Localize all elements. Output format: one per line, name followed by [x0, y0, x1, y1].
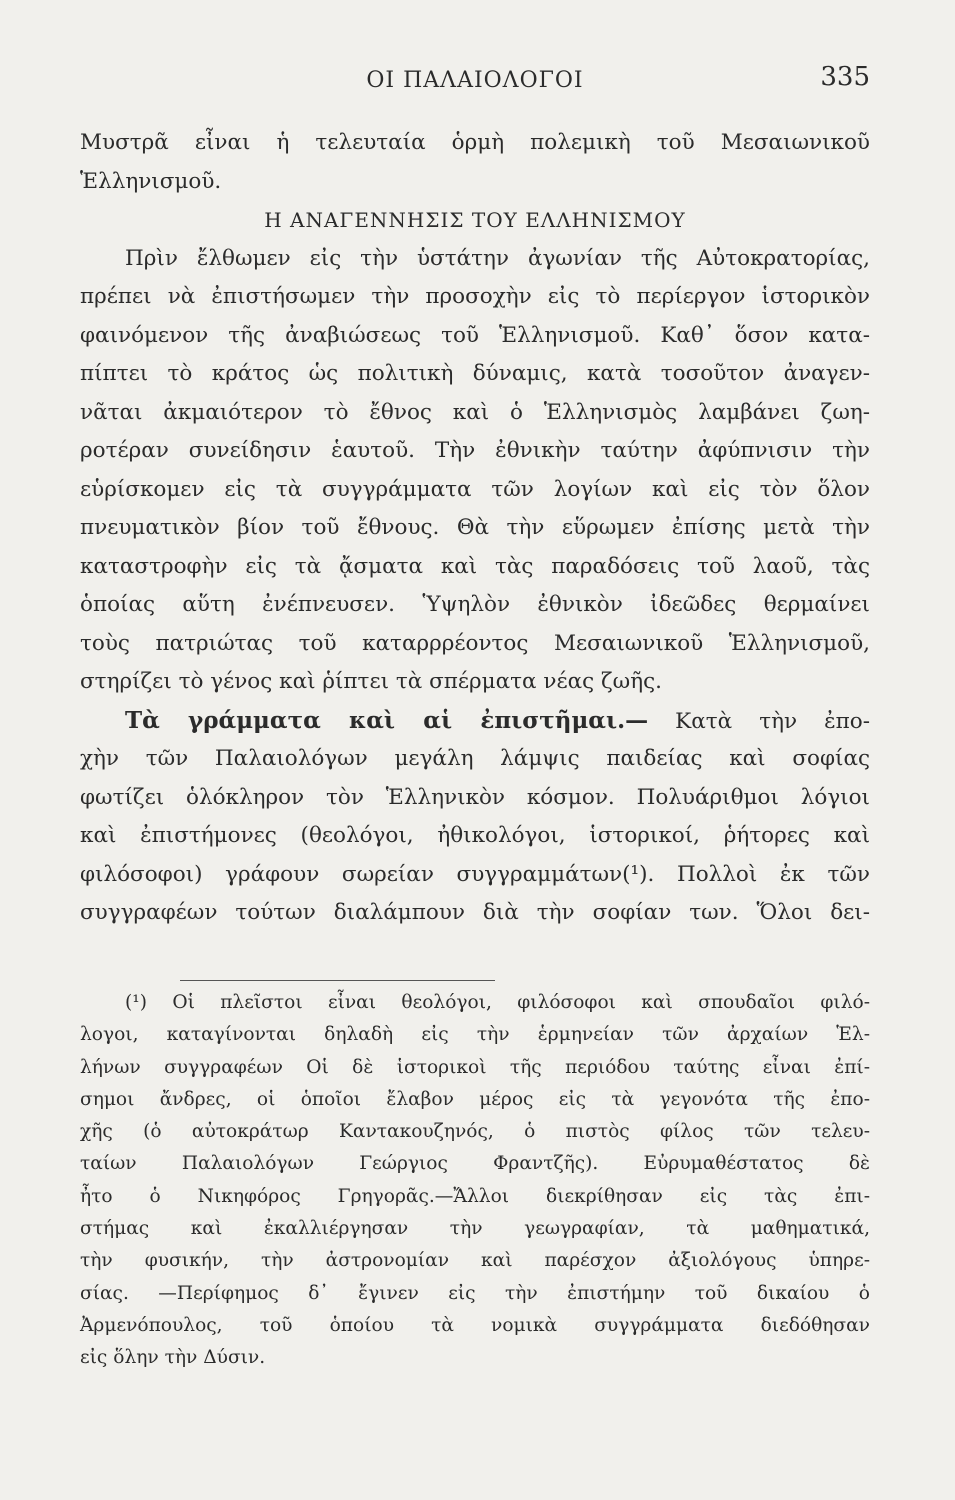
footnote-line: Ἀρμενόπουλος, τοῦ ὁποίου τὰ νομικὰ συγγράμματα διεδόθησαν — [80, 1314, 870, 1336]
text-line: Μυστρᾶ εἶναι ἡ τελευταία ὁρμὴ πολεμικὴ τοῦ Μεσαιωνικοῦ — [80, 130, 870, 155]
text-line: φαινόμενον τῆς ἀναβιώσεως τοῦ Ἑλληνισμοῦ. Καθ᾽ ὅσον κατα- — [80, 322, 870, 348]
text-line: εὑρίσκομεν εἰς τὰ συγγράμματα τῶν λογίων καὶ εἰς τὸν ὅλον — [80, 476, 870, 502]
footnote-line: ἦτο ὁ Νικηφόρος Γρηγορᾶς.—Ἄλλοι διεκρίθησαν εἰς τὰς ἐπι- — [80, 1185, 870, 1207]
text-line: καὶ ἐπιστήμονες (θεολόγοι, ἠθικολόγοι, ἱστορικοί, ῥήτορες καὶ — [80, 823, 870, 848]
text-line: πρέπει νὰ ἐπιστήσωμεν τὴν προσοχὴν εἰς τὸ περίεργον ἱστορικὸν — [80, 284, 870, 309]
footnote-line: σημοι ἄνδρες, οἱ ὁποῖοι ἔλαβον μέρος εἰς τὰ γεγονότα τῆς ἐπο- — [80, 1088, 870, 1110]
text-line: Ἑλληνισμοῦ. — [80, 168, 222, 194]
footnote-line: ταίων Παλαιολόγων Γεώργιος Φραντζῆς). Εὐρυμαθέστατος δὲ — [80, 1153, 870, 1175]
footnote-line: σίας. —Περίφημος δ᾽ ἔγινεν εἰς τὴν ἐπιστήμην τοῦ δικαίου ὁ — [80, 1282, 870, 1304]
main-text — [80, 124, 870, 933]
text-run: Κατὰ τὴν ἐπο- — [675, 708, 870, 734]
footnote-line: εἰς ὅλην τὴν Δύσιν. — [80, 1347, 266, 1369]
paragraph-start — [80, 702, 870, 741]
running-title: ΟΙ ΠΑΛΑΙΟΛΟΓΟΙ — [366, 68, 584, 93]
text-line: φωτίζει ὁλόκληρον τὸν Ἑλληνικὸν κόσμον. Πολυάριθμοι λόγιοι — [80, 784, 870, 810]
text-line: τοὺς πατριώτας τοῦ καταρρρέοντος Μεσαιωνικοῦ Ἑλληνισμοῦ, — [80, 630, 870, 656]
footnote-line: λογοι, καταγίνονται δηλαδὴ εἰς τὴν ἑρμηνείαν τῶν ἀρχαίων Ἑλ- — [80, 1024, 870, 1046]
text-line: καταστροφὴν εἰς τὰ ᾄσματα καὶ τὰς παραδόσεις τοῦ λαοῦ, τὰς — [80, 553, 870, 579]
section-title: Η ΑΝΑΓΕΝΝΗΣΙΣ ΤΟΥ ΕΛΛΗΝΙΣΜΟΥ — [264, 208, 686, 232]
footnote-line: χῆς (ὁ αὐτοκράτωρ Καντακουζηνός, ὁ πιστὸς φίλος τῶν τελευ- — [80, 1121, 870, 1143]
text-line: νᾶται ἀκμαιότερον τὸ ἔθνος καὶ ὁ Ἑλληνισμὸς λαμβάνει ζωη- — [80, 399, 870, 425]
text-line: φιλόσοφοι) γράφουν σωρείαν συγγραμμάτων(¹). Πολλοὶ ἐκ τῶν — [80, 861, 870, 887]
text-line: ροτέραν συνείδησιν ἑαυτοῦ. Τὴν ἐθνικὴν ταύτην ἀφύπνισιν τὴν — [80, 438, 870, 463]
text-line: πίπτει τὸ κράτος ὡς πολιτικὴ δύναμις, κατὰ τοσοῦτον ἀναγεν- — [80, 361, 870, 386]
footnote-line: λήνων συγγραφέων Οἱ δὲ ἱστορικοὶ τῆς περιόδου ταύτης εἶναι ἐπί- — [80, 1056, 870, 1078]
section-heading: Τὰ γράμματα καὶ αἱ ἐπιστῆμαι.— — [125, 706, 649, 734]
text-line: ὁποίας αὕτη ἐνέπνευσεν. Ὑψηλὸν ἐθνικὸν ἰδεῶδες θερμαίνει — [80, 592, 870, 617]
footnote-line: τὴν φυσικήν, τὴν ἀστρονομίαν καὶ παρέσχον ἀξιολόγους ὑπηρε- — [80, 1250, 870, 1272]
page-header — [80, 62, 870, 102]
footnote-line: στήμας καὶ ἐκαλλιέργησαν τὴν γεωγραφίαν, τὰ μαθηματικά, — [80, 1218, 870, 1240]
footnotes — [80, 980, 870, 1375]
text-line: συγγραφέων τούτων διαλάμπουν διὰ τὴν σοφίαν των. Ὅλοι δει- — [80, 900, 870, 925]
footnote-rule — [180, 980, 495, 981]
text-line: χὴν τῶν Παλαιολόγων μεγάλη λάμψις παιδείας καὶ σοφίας — [80, 746, 870, 771]
text-line: στηρίζει τὸ γένος καὶ ῥίπτει τὰ σπέρματα νέας ζωῆς. — [80, 669, 662, 694]
text-line: πνευματικὸν βίον τοῦ ἔθνους. Θὰ τὴν εὕρωμεν ἐπίσης μετὰ τὴν — [80, 515, 870, 540]
page-number: 335 — [820, 62, 870, 92]
text-line: Πρὶν ἔλθωμεν εἰς τὴν ὑστάτην ἀγωνίαν τῆς Αὐτοκρατορίας, — [125, 245, 870, 271]
footnote-line: (¹) Οἱ πλεῖστοι εἶναι θεολόγοι, φιλόσοφοι καὶ σπουδαῖοι φιλό- — [125, 992, 870, 1013]
